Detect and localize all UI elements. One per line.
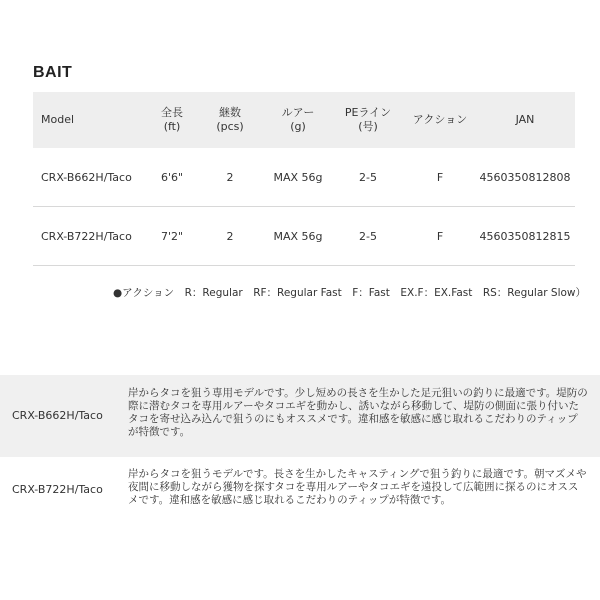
description-block <box>0 457 600 523</box>
cell-length: 7'2" <box>149 207 195 266</box>
cell-lure: MAX 56g <box>265 207 331 266</box>
cell-action: F <box>405 207 475 266</box>
cell-pieces: 2 <box>195 148 265 207</box>
spec-table <box>33 92 575 266</box>
cell-length: 6'6" <box>149 148 195 207</box>
header-action: アクション <box>412 113 468 126</box>
description-block <box>0 375 600 457</box>
cell-lure: MAX 56g <box>265 148 331 207</box>
cell-model: CRX-B722H/Taco <box>33 207 149 266</box>
table-row <box>33 148 575 207</box>
description-model: CRX-B722H/Taco <box>12 483 103 496</box>
header-model: Model <box>41 113 75 126</box>
cell-pe-line: 2-5 <box>331 148 405 207</box>
cell-jan: 4560350812815 <box>475 207 575 266</box>
description-text: 岸からタコを狙う専用モデルです。少し短めの長さを生かした足元狙いの釣りに最適です。堤防の際に潜むタコを専用ルアーやタコエギを動かし、誘いながら移動して、堤防の側面に張り付いたタコを寄せ込み込んで狙うのにもオススメです。違和感を敏感に感じ取れるこだわりのティップが特徴です。 <box>128 387 588 438</box>
table-header-row <box>33 92 575 148</box>
header-length: 全長 (ft) <box>161 106 183 133</box>
section-title: BAIT <box>33 64 73 81</box>
header-pieces: 継数 (pcs) <box>216 106 244 133</box>
description-model: CRX-B662H/Taco <box>12 409 103 422</box>
cell-pieces: 2 <box>195 207 265 266</box>
table-row <box>33 207 575 266</box>
cell-pe-line: 2-5 <box>331 207 405 266</box>
header-jan: JAN <box>515 113 535 126</box>
description-text: 岸からタコを狙うモデルです。長さを生かしたキャスティングで狙う釣りに最適です。朝マズメや夜間に移動しながら獲物を探すタコを専用ルアーやタコエギを遠投して広範囲に探るのにオススメです。違和感を敏感に感じ取れるこだわりのティップが特徴です。 <box>128 468 587 506</box>
action-legend: ●アクション R：Regular RF：Regular Fast F：Fast EX.F：EX.Fast RS：Regular Slow） <box>112 287 586 299</box>
cell-action: F <box>405 148 475 207</box>
header-pe-line: PEライン (号) <box>344 106 392 133</box>
cell-model: CRX-B662H/Taco <box>33 148 149 207</box>
cell-jan: 4560350812808 <box>475 148 575 207</box>
header-lure: ルアー (g) <box>281 106 315 133</box>
